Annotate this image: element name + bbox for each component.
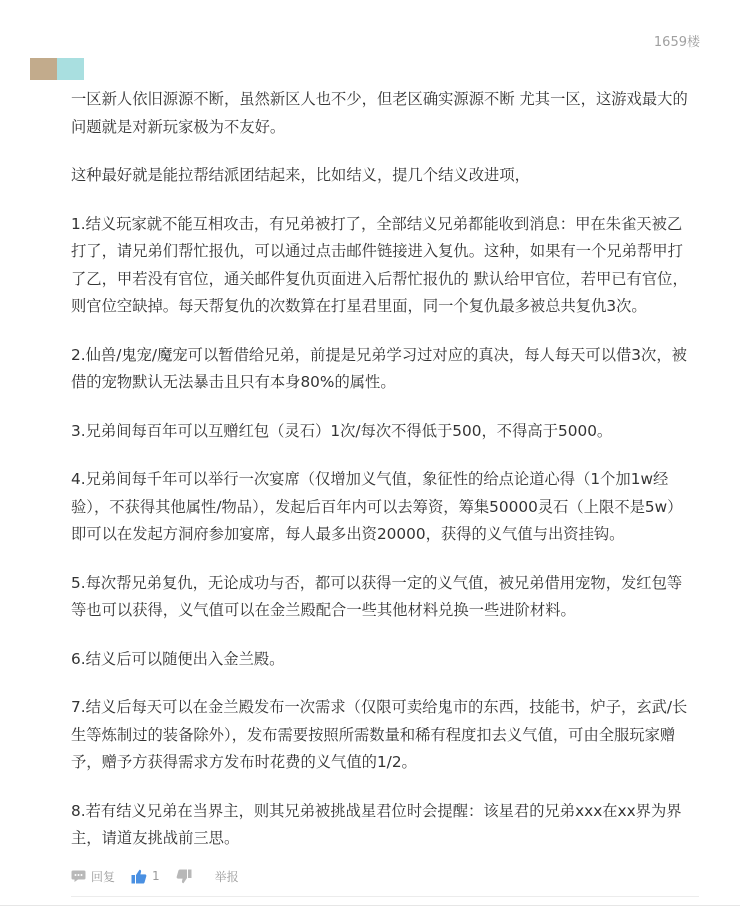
avatar-left-block [30,58,57,80]
floor-number: 1659楼 [653,35,700,50]
like-count: 1 [152,869,160,883]
post-content [71,86,695,874]
avatar[interactable] [30,58,84,80]
comment-icon [71,869,86,883]
thumbs-down-icon [176,869,192,884]
post-paragraph: 一区新人依旧源源不断，虽然新区人也不少，但老区确实源源不断 尤其一区，这游戏最大的问题就是对新玩家极为不友好。 [71,90,688,136]
post-paragraph: 3.兄弟间每百年可以互赠红包（灵石）1次/每次不得低于500，不得高于5000。 [71,421,613,440]
reply-label: 回复 [91,869,116,884]
post-actions [71,866,255,886]
post-paragraph: 6.结义后可以随便出入金兰殿。 [71,649,285,668]
reply-button[interactable] [71,868,115,885]
avatar-right-block [57,58,84,80]
report-button[interactable] [210,868,239,885]
report-label: 举报 [214,869,239,884]
post-paragraph: 1.结义玩家就不能互相攻击，有兄弟被打了，全部结义兄弟都能收到消息：甲在朱雀天被乙打了，请兄弟们帮忙报仇，可以通过点击邮件链接进入复仇。这种，如果有一个兄弟帮甲打了乙，甲若没有官位，通关邮件复仇页面进入后帮忙报仇的 默认给甲官位，若甲已有官位，则官位空缺掉。每天帮复仇的次数算在打星君里面，同一个复仇最多被总共复仇3次。 [71,214,688,315]
thumbs-up-icon [131,869,147,884]
dislike-button[interactable] [176,869,192,884]
post-paragraph: 2.仙兽/鬼宠/魔宠可以暂借给兄弟，前提是兄弟学习过对应的真决，每人每天可以借3次，被借的宠物默认无法暴击且只有本身80%的属性。 [71,345,687,391]
post-paragraph: 5.每次帮兄弟复仇，无论成功与否，都可以获得一定的义气值，被兄弟借用宠物，发红包等等也可以获得，义气值可以在金兰殿配合一些其他材料兑换一些进阶材料。 [71,573,683,619]
post-paragraph: 8.若有结义兄弟在当界主，则其兄弟被挑战星君位时会提醒：该星君的兄弟xxx在xx界为界主，请道友挑战前三思。 [71,801,682,847]
bottom-divider [0,905,740,906]
post-paragraph: 4.兄弟间每千年可以举行一次宴席（仅增加义气值，象征性的给点论道心得（1个加1w经验），不获得其他属性/物品），发起后百年内可以去筹资，筹集50000灵石（上限不是5w）即可以在发起方洞府参加宴席，每人最多出资20000，获得的义气值与出资挂钩。 [71,470,683,543]
post-divider [71,896,699,897]
like-button[interactable] [131,869,160,884]
post-paragraph: 这种最好就是能拉帮结派团结起来，比如结义，提几个结义改进项， [71,166,530,184]
post-paragraph: 7.结义后每天可以在金兰殿发布一次需求（仅限可卖给鬼市的东西，技能书，炉子，玄武/长生等炼制过的装备除外），发布需要按照所需数量和稀有程度扣去义气值，可由全服玩家赠予，赠予方获得需求方发布时花费的义气值的1/2。 [71,698,688,771]
